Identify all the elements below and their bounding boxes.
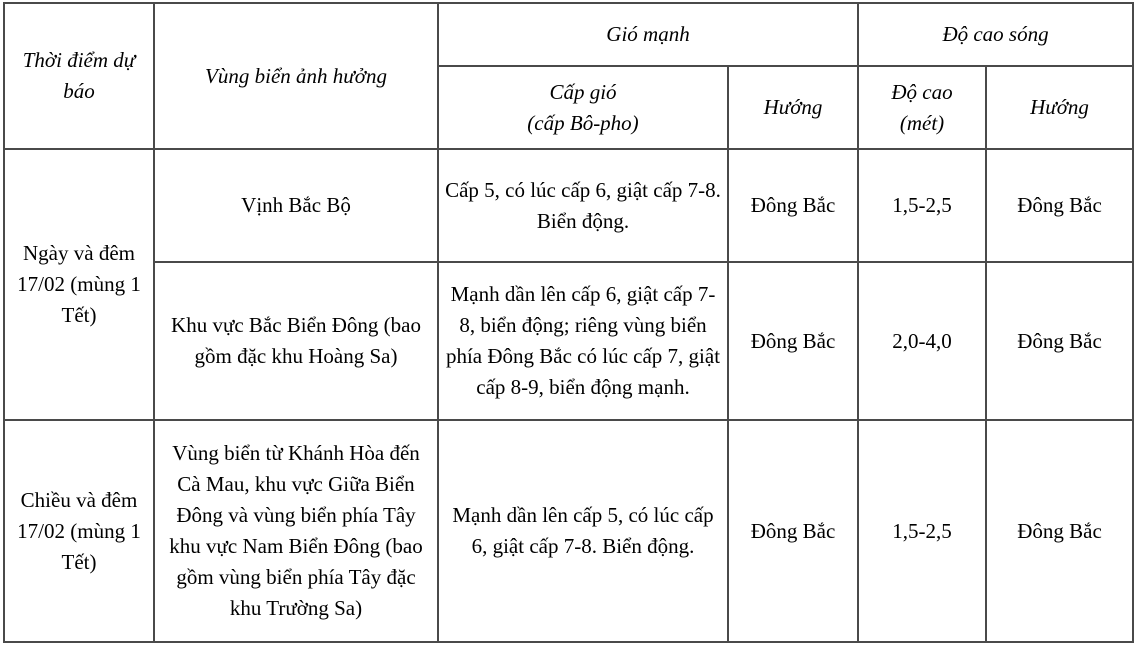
cell-time: Ngày và đêm 17/02 (mùng 1 Tết) (4, 149, 154, 420)
header-time: Thời điểm dự báo (4, 3, 154, 149)
cell-wind-direction: Đông Bắc (728, 262, 858, 420)
cell-time: Chiều và đêm 17/02 (mùng 1 Tết) (4, 420, 154, 642)
cell-region: Vùng biển từ Khánh Hòa đến Cà Mau, khu vực Giữa Biển Đông và vùng biển phía Tây khu vực Nam Biển Đông (bao gồm vùng biển phía Tây đặc khu Trường Sa) (154, 420, 438, 642)
header-wind-direction: Hướng (728, 66, 858, 149)
header-wave-height: Độ cao (mét) (858, 66, 986, 149)
cell-wave-height: 2,0-4,0 (858, 262, 986, 420)
header-row-1 (4, 3, 1133, 66)
cell-wave-height: 1,5-2,5 (858, 420, 986, 642)
header-wave-height-group: Độ cao sóng (858, 3, 1133, 66)
cell-region: Vịnh Bắc Bộ (154, 149, 438, 262)
cell-wind-direction: Đông Bắc (728, 149, 858, 262)
header-wind-level: Cấp gió (cấp Bô-pho) (438, 66, 728, 149)
cell-wind-level: Cấp 5, có lúc cấp 6, giật cấp 7-8. Biển động. (438, 149, 728, 262)
header-region: Vùng biển ảnh hưởng (154, 3, 438, 149)
table-row (4, 149, 1133, 262)
cell-region: Khu vực Bắc Biển Đông (bao gồm đặc khu Hoàng Sa) (154, 262, 438, 420)
cell-wave-direction: Đông Bắc (986, 149, 1133, 262)
header-wave-direction: Hướng (986, 66, 1133, 149)
cell-wave-direction: Đông Bắc (986, 420, 1133, 642)
cell-wave-height: 1,5-2,5 (858, 149, 986, 262)
cell-wind-direction: Đông Bắc (728, 420, 858, 642)
table-row (4, 262, 1133, 420)
cell-wave-direction: Đông Bắc (986, 262, 1133, 420)
table-row (4, 420, 1133, 642)
cell-wind-level: Mạnh dần lên cấp 5, có lúc cấp 6, giật cấp 7-8. Biển động. (438, 420, 728, 642)
header-strong-wind: Gió mạnh (438, 3, 858, 66)
cell-wind-level: Mạnh dần lên cấp 6, giật cấp 7-8, biển động; riêng vùng biển phía Đông Bắc có lúc cấp 7, giật cấp 8-9, biển động mạnh. (438, 262, 728, 420)
marine-forecast-table (3, 2, 1134, 643)
